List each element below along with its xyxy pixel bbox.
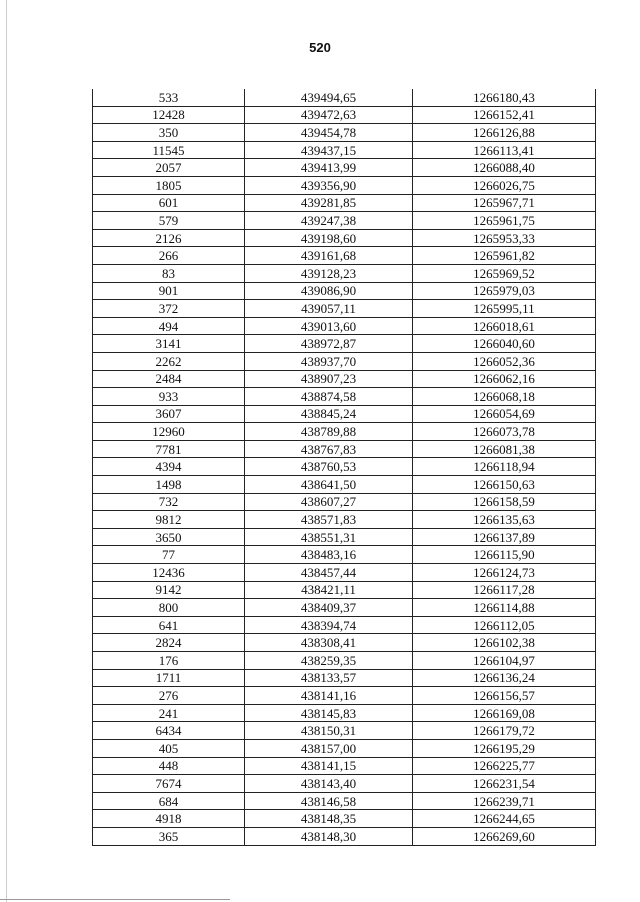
table-row bbox=[93, 440, 596, 458]
y-coordinate-cell: 1266225,77 bbox=[413, 757, 596, 775]
y-coordinate-cell: 1266115,90 bbox=[413, 546, 596, 564]
y-coordinate-cell: 1266179,72 bbox=[413, 722, 596, 740]
x-coordinate-cell: 439247,38 bbox=[245, 212, 413, 230]
page-number: 520 bbox=[309, 40, 331, 55]
table-row bbox=[93, 476, 596, 494]
x-coordinate-cell: 438133,57 bbox=[245, 669, 413, 687]
y-coordinate-cell: 1266126,88 bbox=[413, 124, 596, 142]
y-coordinate-cell: 1266269,60 bbox=[413, 827, 596, 845]
x-coordinate-cell: 438145,83 bbox=[245, 704, 413, 722]
x-coordinate-cell: 438641,50 bbox=[245, 476, 413, 494]
y-coordinate-cell: 1266073,78 bbox=[413, 423, 596, 441]
table-row bbox=[93, 511, 596, 529]
point-number-cell: 2126 bbox=[93, 229, 245, 247]
point-number-cell: 684 bbox=[93, 792, 245, 810]
y-coordinate-cell: 1266180,43 bbox=[413, 89, 596, 106]
point-number-cell: 12960 bbox=[93, 423, 245, 441]
x-coordinate-cell: 438157,00 bbox=[245, 739, 413, 757]
point-number-cell: 4394 bbox=[93, 458, 245, 476]
x-coordinate-cell: 439356,90 bbox=[245, 176, 413, 194]
y-coordinate-cell: 1266081,38 bbox=[413, 440, 596, 458]
y-coordinate-cell: 1265961,75 bbox=[413, 212, 596, 230]
x-coordinate-cell: 439472,63 bbox=[245, 106, 413, 124]
y-coordinate-cell: 1266231,54 bbox=[413, 775, 596, 793]
point-number-cell: 6434 bbox=[93, 722, 245, 740]
table-row bbox=[93, 423, 596, 441]
x-coordinate-cell: 439086,90 bbox=[245, 282, 413, 300]
table-row bbox=[93, 722, 596, 740]
x-coordinate-cell: 438141,15 bbox=[245, 757, 413, 775]
x-coordinate-cell: 438421,11 bbox=[245, 581, 413, 599]
point-number-cell: 800 bbox=[93, 599, 245, 617]
table-row bbox=[93, 528, 596, 546]
x-coordinate-cell: 439161,68 bbox=[245, 247, 413, 265]
x-coordinate-cell: 439454,78 bbox=[245, 124, 413, 142]
point-number-cell: 1805 bbox=[93, 176, 245, 194]
table-row bbox=[93, 388, 596, 406]
x-coordinate-cell: 439057,11 bbox=[245, 300, 413, 318]
y-coordinate-cell: 1266239,71 bbox=[413, 792, 596, 810]
x-coordinate-cell: 439281,85 bbox=[245, 194, 413, 212]
point-number-cell: 241 bbox=[93, 704, 245, 722]
table-row bbox=[93, 599, 596, 617]
table-row bbox=[93, 159, 596, 177]
y-coordinate-cell: 1266124,73 bbox=[413, 564, 596, 582]
table-row bbox=[93, 704, 596, 722]
y-coordinate-cell: 1266135,63 bbox=[413, 511, 596, 529]
y-coordinate-cell: 1265969,52 bbox=[413, 264, 596, 282]
point-number-cell: 266 bbox=[93, 247, 245, 265]
x-coordinate-cell: 438907,23 bbox=[245, 370, 413, 388]
point-number-cell: 2262 bbox=[93, 352, 245, 370]
point-number-cell: 2057 bbox=[93, 159, 245, 177]
x-coordinate-cell: 438760,53 bbox=[245, 458, 413, 476]
table-row bbox=[93, 282, 596, 300]
x-coordinate-cell: 439413,99 bbox=[245, 159, 413, 177]
x-coordinate-cell: 438571,83 bbox=[245, 511, 413, 529]
y-coordinate-cell: 1266169,08 bbox=[413, 704, 596, 722]
x-coordinate-cell: 439494,65 bbox=[245, 89, 413, 106]
x-coordinate-cell: 438148,35 bbox=[245, 810, 413, 828]
point-number-cell: 494 bbox=[93, 317, 245, 335]
y-coordinate-cell: 1265953,33 bbox=[413, 229, 596, 247]
point-number-cell: 176 bbox=[93, 652, 245, 670]
y-coordinate-cell: 1266054,69 bbox=[413, 405, 596, 423]
point-number-cell: 405 bbox=[93, 739, 245, 757]
table-row bbox=[93, 300, 596, 318]
y-coordinate-cell: 1266040,60 bbox=[413, 335, 596, 353]
table-row bbox=[93, 317, 596, 335]
table-row bbox=[93, 581, 596, 599]
point-number-cell: 11545 bbox=[93, 141, 245, 159]
point-number-cell: 448 bbox=[93, 757, 245, 775]
x-coordinate-cell: 438607,27 bbox=[245, 493, 413, 511]
y-coordinate-cell: 1266102,38 bbox=[413, 634, 596, 652]
table-row bbox=[93, 616, 596, 634]
point-number-cell: 533 bbox=[93, 89, 245, 106]
table-row bbox=[93, 652, 596, 670]
table-row bbox=[93, 757, 596, 775]
x-coordinate-cell: 438409,37 bbox=[245, 599, 413, 617]
table-row bbox=[93, 352, 596, 370]
table-row bbox=[93, 546, 596, 564]
table-row bbox=[93, 264, 596, 282]
scan-bottom-line bbox=[0, 899, 230, 900]
point-number-cell: 933 bbox=[93, 388, 245, 406]
x-coordinate-cell: 438937,70 bbox=[245, 352, 413, 370]
point-number-cell: 350 bbox=[93, 124, 245, 142]
y-coordinate-cell: 1266152,41 bbox=[413, 106, 596, 124]
table-row bbox=[93, 687, 596, 705]
y-coordinate-cell: 1266244,65 bbox=[413, 810, 596, 828]
x-coordinate-cell: 439198,60 bbox=[245, 229, 413, 247]
point-number-cell: 2824 bbox=[93, 634, 245, 652]
point-number-cell: 3141 bbox=[93, 335, 245, 353]
table-row bbox=[93, 335, 596, 353]
x-coordinate-cell: 438874,58 bbox=[245, 388, 413, 406]
table-row bbox=[93, 176, 596, 194]
y-coordinate-cell: 1265967,71 bbox=[413, 194, 596, 212]
table-row bbox=[93, 669, 596, 687]
table-row bbox=[93, 212, 596, 230]
x-coordinate-cell: 438308,41 bbox=[245, 634, 413, 652]
x-coordinate-cell: 438259,35 bbox=[245, 652, 413, 670]
point-number-cell: 7781 bbox=[93, 440, 245, 458]
y-coordinate-cell: 1266150,63 bbox=[413, 476, 596, 494]
x-coordinate-cell: 438146,58 bbox=[245, 792, 413, 810]
point-number-cell: 2484 bbox=[93, 370, 245, 388]
table-row bbox=[93, 141, 596, 159]
x-coordinate-cell: 438150,31 bbox=[245, 722, 413, 740]
x-coordinate-cell: 438972,87 bbox=[245, 335, 413, 353]
point-number-cell: 12428 bbox=[93, 106, 245, 124]
y-coordinate-cell: 1265979,03 bbox=[413, 282, 596, 300]
point-number-cell: 365 bbox=[93, 827, 245, 845]
table-row bbox=[93, 229, 596, 247]
scan-edge-line bbox=[6, 0, 7, 902]
y-coordinate-cell: 1266068,18 bbox=[413, 388, 596, 406]
x-coordinate-cell: 438767,83 bbox=[245, 440, 413, 458]
point-number-cell: 9142 bbox=[93, 581, 245, 599]
point-number-cell: 276 bbox=[93, 687, 245, 705]
y-coordinate-cell: 1266117,28 bbox=[413, 581, 596, 599]
x-coordinate-cell: 438789,88 bbox=[245, 423, 413, 441]
point-number-cell: 3607 bbox=[93, 405, 245, 423]
y-coordinate-cell: 1266118,94 bbox=[413, 458, 596, 476]
y-coordinate-cell: 1265995,11 bbox=[413, 300, 596, 318]
point-number-cell: 641 bbox=[93, 616, 245, 634]
point-number-cell: 901 bbox=[93, 282, 245, 300]
y-coordinate-cell: 1266195,29 bbox=[413, 739, 596, 757]
y-coordinate-cell: 1266104,97 bbox=[413, 652, 596, 670]
point-number-cell: 7674 bbox=[93, 775, 245, 793]
x-coordinate-cell: 438141,16 bbox=[245, 687, 413, 705]
point-number-cell: 579 bbox=[93, 212, 245, 230]
table-row bbox=[93, 792, 596, 810]
y-coordinate-cell: 1266018,61 bbox=[413, 317, 596, 335]
point-number-cell: 601 bbox=[93, 194, 245, 212]
y-coordinate-cell: 1266158,59 bbox=[413, 493, 596, 511]
y-coordinate-cell: 1266114,88 bbox=[413, 599, 596, 617]
point-number-cell: 732 bbox=[93, 493, 245, 511]
table-row bbox=[93, 124, 596, 142]
x-coordinate-cell: 438551,31 bbox=[245, 528, 413, 546]
y-coordinate-cell: 1266026,75 bbox=[413, 176, 596, 194]
x-coordinate-cell: 438457,44 bbox=[245, 564, 413, 582]
y-coordinate-cell: 1266113,41 bbox=[413, 141, 596, 159]
x-coordinate-cell: 439128,23 bbox=[245, 264, 413, 282]
point-number-cell: 1711 bbox=[93, 669, 245, 687]
y-coordinate-cell: 1266112,05 bbox=[413, 616, 596, 634]
table-row bbox=[93, 564, 596, 582]
point-number-cell: 12436 bbox=[93, 564, 245, 582]
y-coordinate-cell: 1266062,16 bbox=[413, 370, 596, 388]
point-number-cell: 3650 bbox=[93, 528, 245, 546]
x-coordinate-cell: 438483,16 bbox=[245, 546, 413, 564]
table-row bbox=[93, 194, 596, 212]
point-number-cell: 9812 bbox=[93, 511, 245, 529]
point-number-cell: 372 bbox=[93, 300, 245, 318]
table-row bbox=[93, 810, 596, 828]
x-coordinate-cell: 438394,74 bbox=[245, 616, 413, 634]
x-coordinate-cell: 439013,60 bbox=[245, 317, 413, 335]
y-coordinate-cell: 1266137,89 bbox=[413, 528, 596, 546]
y-coordinate-cell: 1266088,40 bbox=[413, 159, 596, 177]
table-row bbox=[93, 405, 596, 423]
table-row bbox=[93, 827, 596, 845]
x-coordinate-cell: 438845,24 bbox=[245, 405, 413, 423]
y-coordinate-cell: 1266052,36 bbox=[413, 352, 596, 370]
table-row bbox=[93, 458, 596, 476]
table-row bbox=[93, 775, 596, 793]
y-coordinate-cell: 1266156,57 bbox=[413, 687, 596, 705]
coordinates-table-body bbox=[93, 89, 596, 845]
point-number-cell: 77 bbox=[93, 546, 245, 564]
table-row bbox=[93, 247, 596, 265]
table-row bbox=[93, 493, 596, 511]
coordinates-table bbox=[92, 89, 596, 846]
table-row bbox=[93, 89, 596, 106]
table-row bbox=[93, 739, 596, 757]
table-row bbox=[93, 106, 596, 124]
table-row bbox=[93, 634, 596, 652]
point-number-cell: 4918 bbox=[93, 810, 245, 828]
x-coordinate-cell: 438148,30 bbox=[245, 827, 413, 845]
x-coordinate-cell: 439437,15 bbox=[245, 141, 413, 159]
x-coordinate-cell: 438143,40 bbox=[245, 775, 413, 793]
y-coordinate-cell: 1265961,82 bbox=[413, 247, 596, 265]
point-number-cell: 83 bbox=[93, 264, 245, 282]
y-coordinate-cell: 1266136,24 bbox=[413, 669, 596, 687]
table-row bbox=[93, 370, 596, 388]
point-number-cell: 1498 bbox=[93, 476, 245, 494]
